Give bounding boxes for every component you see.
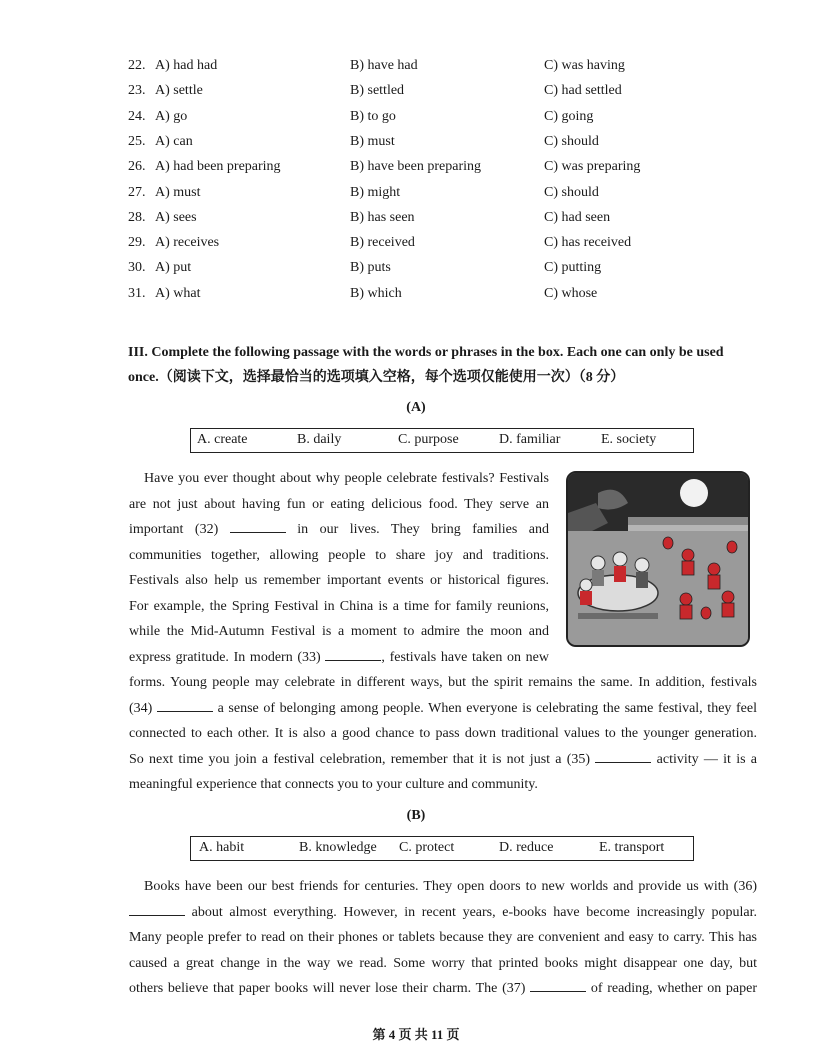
option-a: A) had been preparing: [155, 159, 281, 175]
option-a: A) must: [155, 184, 201, 200]
question-row: [0, 83, 832, 103]
passage-line: while the Mid-Autumn Festival is a moment to admire the moon and: [129, 624, 549, 639]
question-number: 24.: [128, 108, 146, 124]
passage-text: , festivals have taken on new: [381, 649, 549, 665]
passage-line: [129, 645, 549, 671]
option-c: C) has received: [544, 235, 632, 251]
passage-line: [129, 696, 757, 722]
part-a-label: (A): [406, 400, 426, 415]
passage-text: So next time you join a festival celebration, remember that it is not just a (35): [129, 751, 596, 767]
option-b: B) to go: [350, 108, 396, 124]
passage-text: activity — it is a: [651, 751, 758, 767]
answer-blank: [325, 646, 381, 661]
option-b: B) puts: [350, 260, 391, 276]
option-b: B) which: [350, 285, 402, 301]
word-box-b-item: D. reduce: [499, 840, 554, 855]
question-row: [0, 286, 832, 306]
option-c: C) whose: [544, 285, 598, 301]
passage-line: meaningful experience that connects you to your culture and community.: [129, 777, 538, 792]
question-row: [0, 134, 832, 154]
option-c: C) should: [544, 133, 599, 149]
passage-line: are not just about having fun or eating delicious food. They serve an: [129, 496, 549, 512]
passage-text: of reading, whether on paper: [586, 981, 757, 996]
question-row: [0, 109, 832, 129]
section-iii-heading: [128, 340, 758, 390]
part-b-label: (B): [406, 808, 426, 823]
question-row: [0, 260, 832, 280]
word-box-b-item: E. transport: [599, 840, 665, 855]
question-number: 26.: [128, 159, 146, 175]
question-number: 31.: [128, 285, 146, 301]
answer-blank: [530, 977, 586, 992]
passage-line: Books have been our best friends for centuries. They open doors to new worlds and provide us with (36): [144, 879, 757, 894]
passage-line: connected to each other. It is also a good chance to pass down traditional values to the younger generation.: [129, 726, 757, 741]
word-box-a-item: E. society: [601, 432, 657, 447]
illustration-svg: [568, 473, 748, 645]
section-heading-line-1: III. Complete the following passage with the words or phrases in the box. Each one can only be used: [128, 345, 724, 360]
option-c: C) going: [544, 108, 594, 124]
question-number: 27.: [128, 184, 146, 200]
passage-text: a sense of belonging among people. When everyone is celebrating the same festival, they feel: [212, 700, 758, 716]
passage-text: in our lives. They bring families and: [285, 522, 549, 537]
answer-blank: [157, 697, 213, 712]
word-box-a-item: A. create: [197, 432, 248, 447]
option-b: B) have had: [350, 58, 418, 73]
passage-line: Many people prefer to read on their phones or tablets because they are convenient and easy to carry. This has: [129, 930, 757, 945]
passage-text: express gratitude. In modern (33): [129, 649, 326, 665]
passage-line: caused a great change in the way we read. Some worry that printed books might disappear one day, but: [129, 955, 757, 971]
passage-text: others believe that paper books will never lose their charm. The (37): [129, 981, 531, 996]
word-box-b-item: B. knowledge: [299, 840, 377, 855]
word-box-a-item: C. purpose: [398, 432, 459, 447]
option-c: C) had settled: [544, 83, 622, 99]
option-a: A) sees: [155, 209, 197, 225]
question-row: [0, 210, 832, 230]
question-row: [0, 159, 832, 179]
page-footer: 第 4 页 共 11 页: [372, 1027, 460, 1042]
option-a: A) had had: [155, 58, 218, 73]
passage-line: communities together, allowing people to share joy and traditions.: [129, 547, 549, 563]
question-number: 30.: [128, 260, 146, 276]
option-b: B) has seen: [350, 209, 415, 225]
option-c: C) was preparing: [544, 159, 641, 175]
option-b: B) settled: [350, 83, 405, 99]
option-c: C) putting: [544, 260, 602, 276]
word-box-b-item: C. protect: [399, 840, 455, 855]
passage-line: [129, 976, 757, 1002]
option-a: A) receives: [155, 235, 220, 251]
option-a: A) put: [155, 260, 192, 276]
passage-line: Festivals also help us remember important events or historical figures.: [129, 573, 549, 588]
question-row: [0, 235, 832, 255]
question-number: 29.: [128, 235, 146, 251]
passage-text: about almost everything. However, in recent years, e-books have become increasingly popular.: [185, 904, 757, 920]
option-a: A) can: [155, 133, 193, 149]
passage-line: forms. Young people may celebrate in different ways, but the spirit remains the same. In addition, festivals: [129, 675, 757, 690]
question-number: 28.: [128, 209, 146, 225]
festival-family-moon-illustration: [566, 471, 750, 647]
answer-blank: [129, 901, 185, 916]
option-c: C) was having: [544, 58, 625, 73]
passage-text: important (32): [129, 522, 230, 537]
passage-line: [129, 747, 757, 773]
option-a: A) settle: [155, 83, 203, 99]
passage-line: [129, 517, 549, 543]
option-a: A) what: [155, 285, 201, 301]
option-b: B) must: [350, 133, 395, 149]
answer-blank: [230, 518, 286, 533]
option-c: C) had seen: [544, 209, 611, 225]
option-a: A) go: [155, 108, 188, 124]
option-c: C) should: [544, 184, 599, 200]
option-b: B) have been preparing: [350, 159, 481, 175]
word-box-b: [190, 836, 694, 861]
option-b: B) received: [350, 235, 415, 251]
passage-line: Have you ever thought about why people celebrate festivals? Festivals: [144, 471, 549, 486]
question-row: [0, 185, 832, 205]
question-row: [0, 58, 832, 78]
passage-line: For example, the Spring Festival in China is a time for family reunions,: [129, 598, 549, 614]
question-number: 22.: [128, 58, 146, 73]
option-b: B) might: [350, 184, 401, 200]
answer-blank: [595, 748, 651, 763]
section-heading-line-2: once.（阅读下文，选择最恰当的选项填入空格，每个选项仅能使用一次）（8 分）: [128, 370, 625, 385]
word-box-a: [190, 428, 694, 453]
word-box-b-item: A. habit: [199, 840, 245, 855]
passage-line: [129, 900, 757, 926]
passage-text: (34): [129, 700, 157, 716]
question-number: 25.: [128, 133, 146, 149]
word-box-a-item: B. daily: [297, 432, 342, 447]
question-number: 23.: [128, 83, 146, 99]
word-box-a-item: D. familiar: [499, 432, 561, 447]
